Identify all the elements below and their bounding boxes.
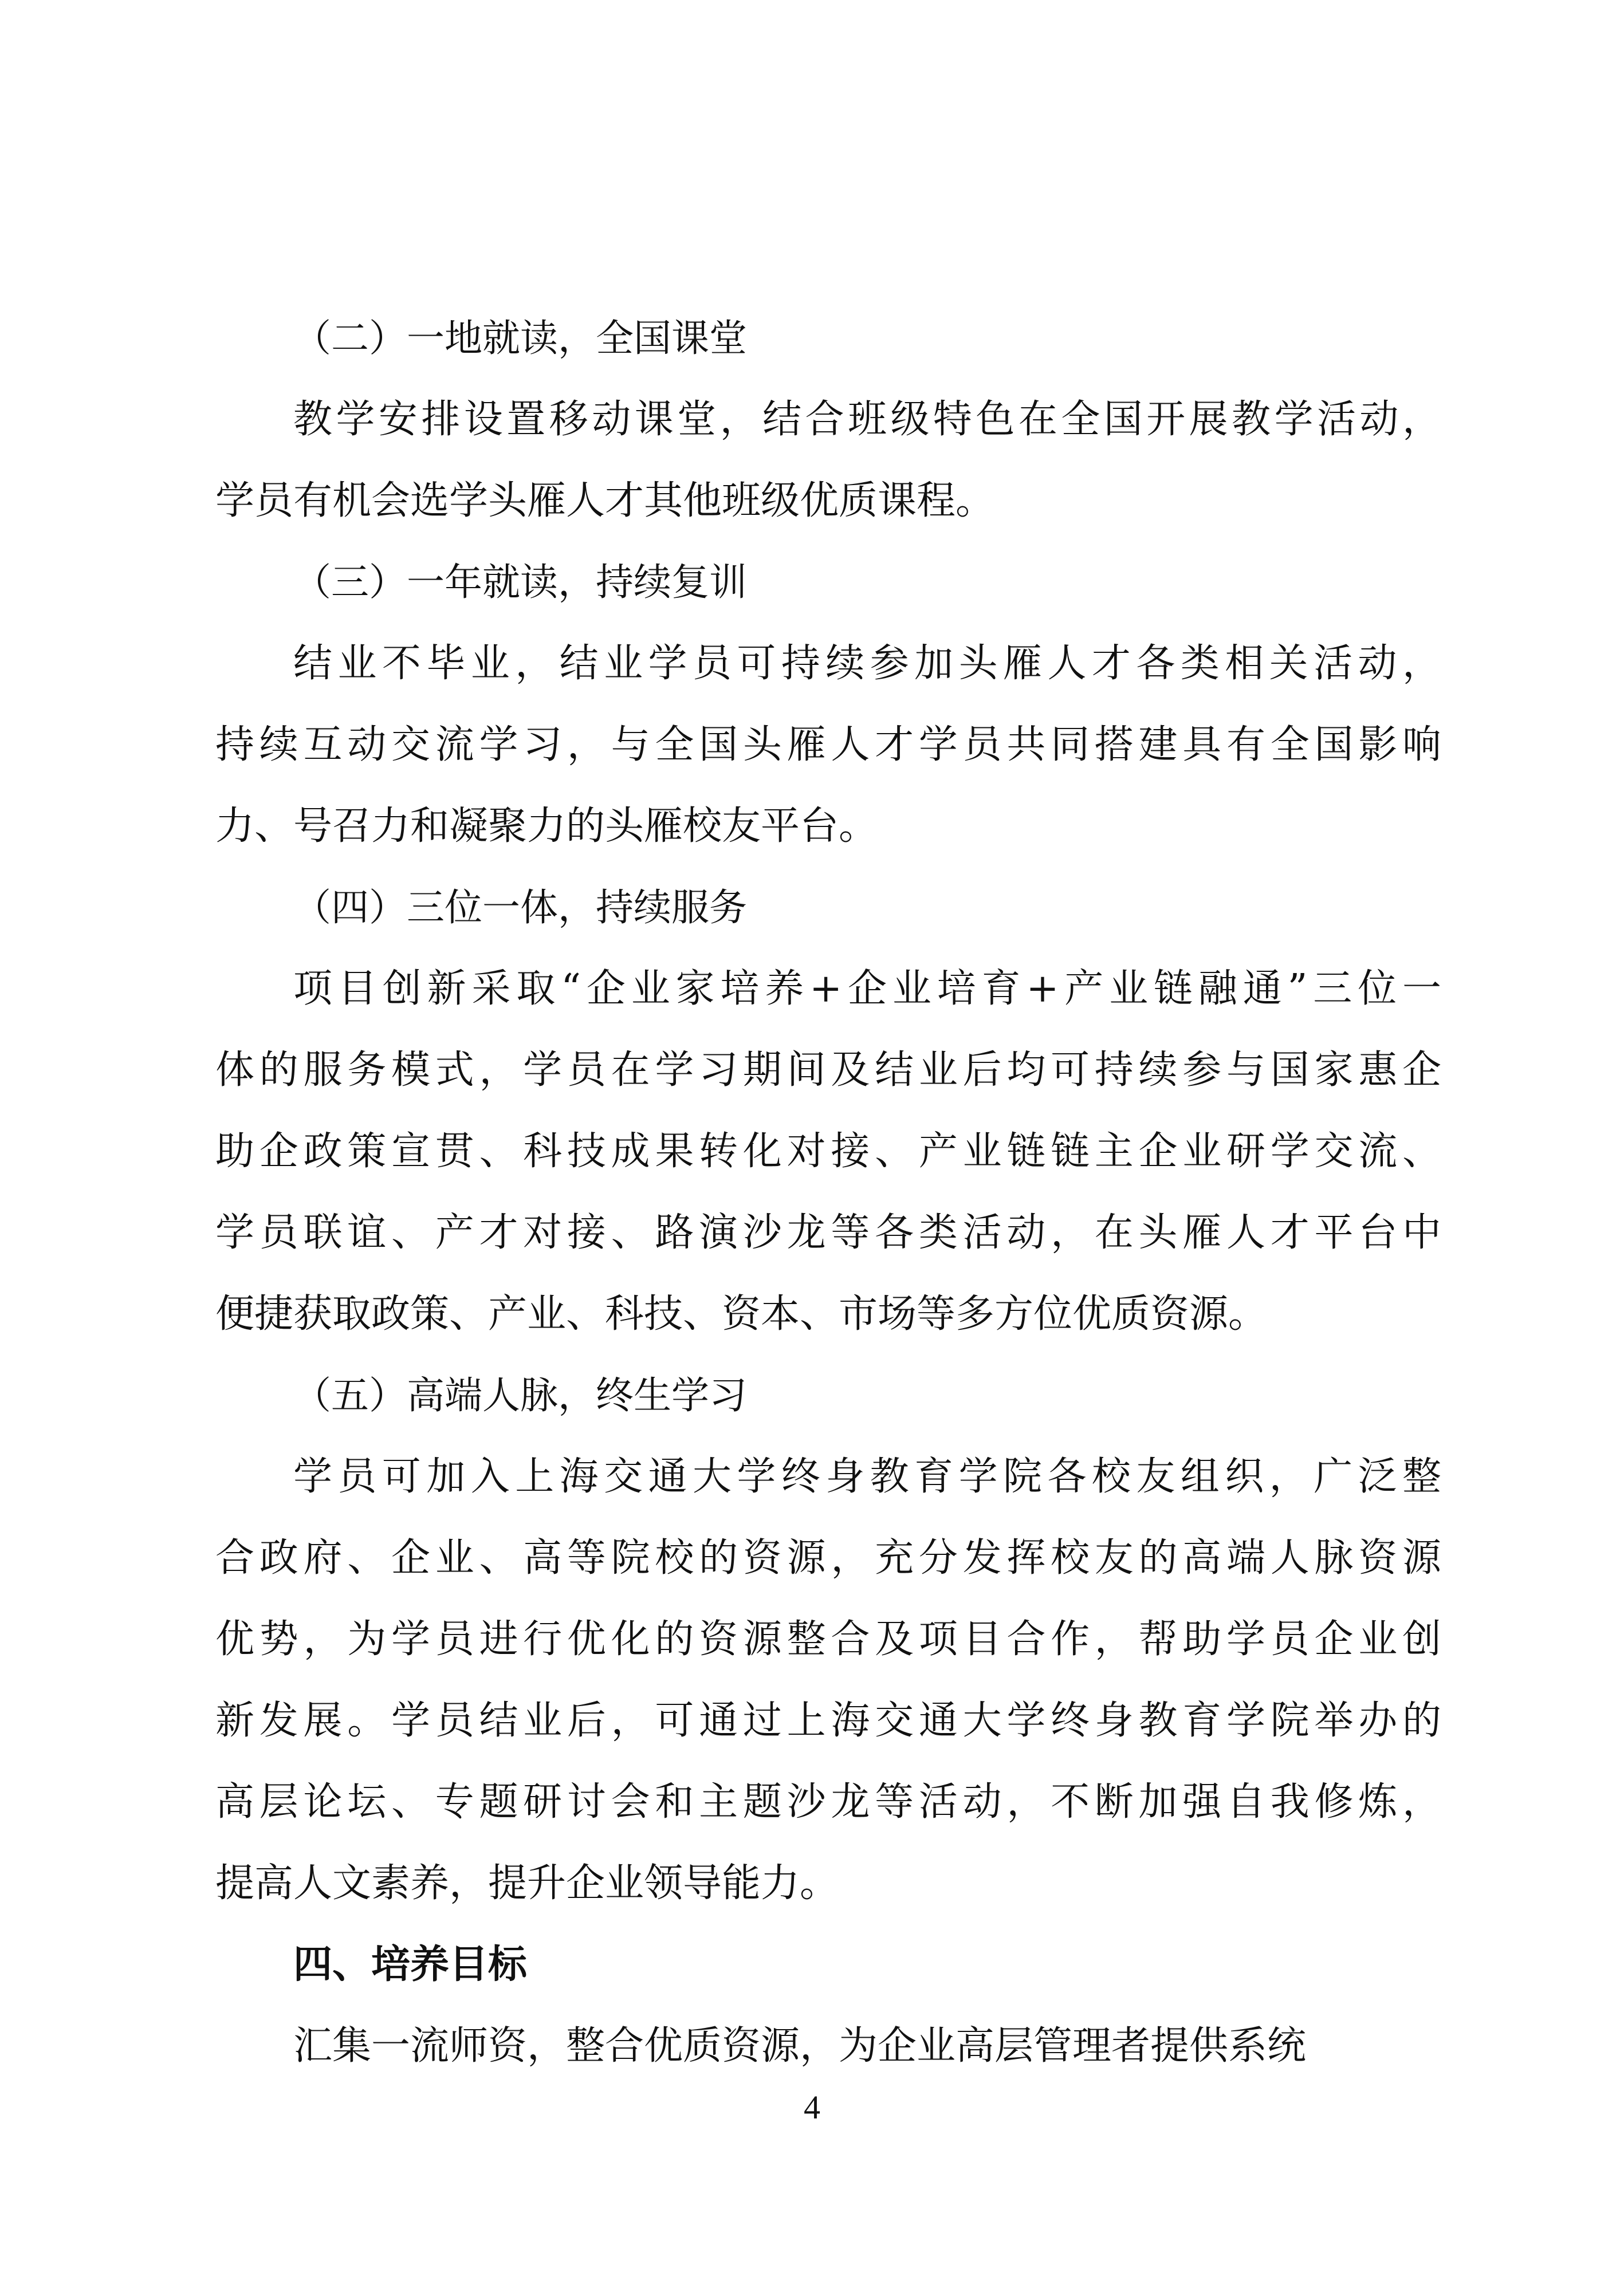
paragraph-line: 便捷获取政策、产业、科技、资本、市场等多方位优质资源。 [215, 1291, 1268, 1337]
paragraph-line: 项目创新采取“企业家培养+企业培育+产业链融通”三位一 [293, 966, 1441, 1011]
paragraph-line: 结业不毕业，结业学员可持续参加头雁人才各类相关活动， [293, 641, 1441, 686]
section-heading-2: （二）一地就读，全国课堂 [293, 316, 747, 360]
paragraph-line: 高层论坛、专题研讨会和主题沙龙等活动，不断加强自我修炼， [215, 1779, 1441, 1825]
paragraph-line: 合政府、企业、高等院校的资源，充分发挥校友的高端人脉资源 [215, 1535, 1441, 1581]
section-heading-4: （四）三位一体，持续服务 [293, 885, 747, 930]
paragraph-line: 力、号召力和凝聚力的头雁校友平台。 [215, 804, 878, 849]
paragraph-section-5 [215, 1436, 1441, 1924]
paragraph-line: 助企政策宣贯、科技成果转化对接、产业链链主企业研学交流、 [215, 1129, 1441, 1174]
paragraph-line: 持续互动交流学习，与全国头雁人才学员共同搭建具有全国影响 [215, 722, 1441, 767]
paragraph-line: 优势，为学员进行优化的资源整合及项目合作，帮助学员企业创 [215, 1617, 1441, 1662]
chapter-heading-4: 四、培养目标 [293, 1942, 528, 1987]
section-heading-3: （三）一年就读，持续复训 [293, 560, 747, 604]
paragraph-line: 教学安排设置移动课堂，结合班级特色在全国开展教学活动， [293, 397, 1441, 442]
paragraph-line: 学员可加入上海交通大学终身教育学院各校友组织，广泛整 [293, 1454, 1441, 1499]
paragraph-section-4 [215, 948, 1441, 1355]
paragraph-section-3 [215, 623, 1441, 867]
paragraph-section-2 [215, 379, 1441, 542]
paragraph-line: 学员联谊、产才对接、路演沙龙等各类活动，在头雁人才平台中 [215, 1210, 1441, 1255]
section-heading-5: （五）高端人脉，终生学习 [293, 1373, 747, 1417]
paragraph-line: 新发展。学员结业后，可通过上海交通大学终身教育学院举办的 [215, 1698, 1441, 1743]
paragraph-chapter-4 [215, 2006, 1441, 2087]
page-number: 4 [804, 2089, 820, 2126]
paragraph-line: 提高人文素养，提升企业领导能力。 [215, 1861, 839, 1906]
paragraph-line: 学员有机会选学头雁人才其他班级优质课程。 [215, 478, 995, 523]
document-body [215, 298, 1441, 2087]
paragraph-line: 汇集一流师资，整合优质资源，为企业高层管理者提供系统 [293, 2023, 1307, 2069]
paragraph-line: 体的服务模式，学员在学习期间及结业后均可持续参与国家惠企 [215, 1047, 1441, 1093]
